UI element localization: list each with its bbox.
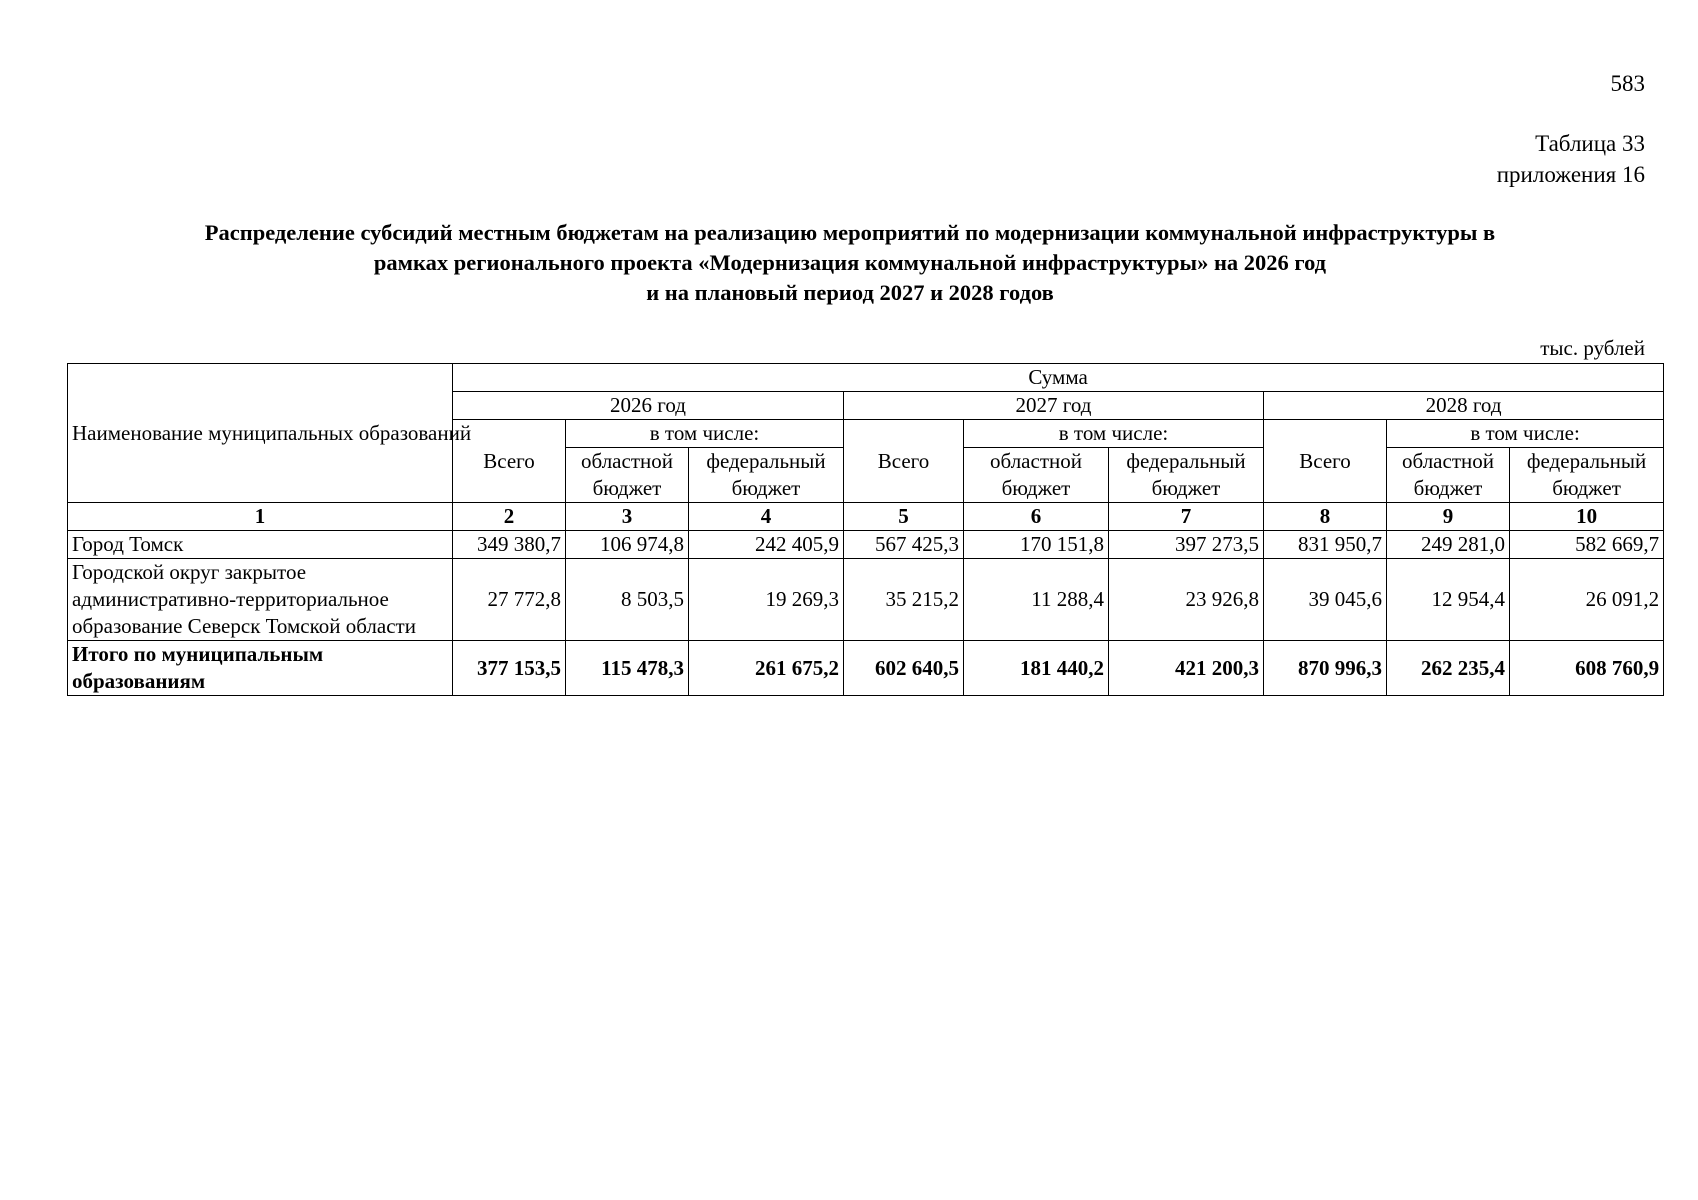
value-cell: 582 669,7 (1510, 531, 1664, 559)
value-cell: 23 926,8 (1109, 559, 1264, 641)
header-year-2028: 2028 год (1264, 392, 1664, 420)
value-cell: 39 045,6 (1264, 559, 1387, 641)
units-label: тыс. рублей (1540, 336, 1645, 360)
value-cell: 8 503,5 (566, 559, 689, 641)
municipality-name: Городской округ закрытое административно-территориальное образование Северск Томской области (68, 559, 453, 641)
value-cell: 397 273,5 (1109, 531, 1264, 559)
total-value-cell: 181 440,2 (964, 641, 1109, 696)
header-regional-2026: областной бюджет (566, 448, 689, 503)
value-cell: 27 772,8 (453, 559, 566, 641)
column-number: 7 (1109, 503, 1264, 531)
table-reference (1497, 128, 1645, 190)
value-cell: 11 288,4 (964, 559, 1109, 641)
header-year-2027: 2027 год (844, 392, 1264, 420)
page-number: 583 (1610, 71, 1645, 96)
column-number: 8 (1264, 503, 1387, 531)
municipality-name: Город Томск (68, 531, 453, 559)
document-title (60, 218, 1640, 308)
total-value-cell: 602 640,5 (844, 641, 964, 696)
header-including-2027: в том числе: (964, 420, 1264, 448)
column-number: 10 (1510, 503, 1664, 531)
total-value-cell: 870 996,3 (1264, 641, 1387, 696)
header-regional-2028: областной бюджет (1387, 448, 1510, 503)
table-row (68, 559, 1664, 641)
title-line-3: и на плановый период 2027 и 2028 годов (646, 280, 1054, 305)
total-value-cell: 377 153,5 (453, 641, 566, 696)
total-value-cell: 608 760,9 (1510, 641, 1664, 696)
column-number: 2 (453, 503, 566, 531)
value-cell: 19 269,3 (689, 559, 844, 641)
column-number-row (68, 503, 1664, 531)
column-number: 4 (689, 503, 844, 531)
total-value-cell: 421 200,3 (1109, 641, 1264, 696)
total-value-cell: 261 675,2 (689, 641, 844, 696)
header-total-2028: Всего (1264, 420, 1387, 503)
value-cell: 106 974,8 (566, 531, 689, 559)
total-label: Итого по муниципальным образованиям (68, 641, 453, 696)
table-reference-number: Таблица 33 (1535, 131, 1645, 156)
title-line-2: рамках регионального проекта «Модернизация коммунальной инфраструктуры» на 2026 год (373, 250, 1327, 275)
table-reference-appendix: приложения 16 (1496, 162, 1645, 187)
header-total-2027: Всего (844, 420, 964, 503)
value-cell: 242 405,9 (689, 531, 844, 559)
value-cell: 12 954,4 (1387, 559, 1510, 641)
value-cell: 35 215,2 (844, 559, 964, 641)
total-value-cell: 115 478,3 (566, 641, 689, 696)
subsidy-table (67, 363, 1664, 696)
header-federal-2028: федеральный бюджет (1510, 448, 1664, 503)
column-number: 9 (1387, 503, 1510, 531)
title-line-1: Распределение субсидий местным бюджетам на реализацию мероприятий по модернизации коммунальной инфраструктуры в (204, 220, 1496, 245)
header-federal-2027: федеральный бюджет (1109, 448, 1264, 503)
column-number: 5 (844, 503, 964, 531)
value-cell: 249 281,0 (1387, 531, 1510, 559)
column-number: 6 (964, 503, 1109, 531)
header-total-2026: Всего (453, 420, 566, 503)
header-sum: Сумма (453, 364, 1664, 392)
value-cell: 349 380,7 (453, 531, 566, 559)
header-including-2026: в том числе: (566, 420, 844, 448)
value-cell: 831 950,7 (1264, 531, 1387, 559)
value-cell: 567 425,3 (844, 531, 964, 559)
value-cell: 26 091,2 (1510, 559, 1664, 641)
total-row (68, 641, 1664, 696)
header-regional-2027: областной бюджет (964, 448, 1109, 503)
value-cell: 170 151,8 (964, 531, 1109, 559)
header-including-2028: в том числе: (1387, 420, 1664, 448)
header-municipality-name: Наименование муниципальных образований (68, 364, 453, 503)
column-number: 1 (68, 503, 453, 531)
header-year-2026: 2026 год (453, 392, 844, 420)
header-federal-2026: федеральный бюджет (689, 448, 844, 503)
column-number: 3 (566, 503, 689, 531)
table-row (68, 531, 1664, 559)
total-value-cell: 262 235,4 (1387, 641, 1510, 696)
